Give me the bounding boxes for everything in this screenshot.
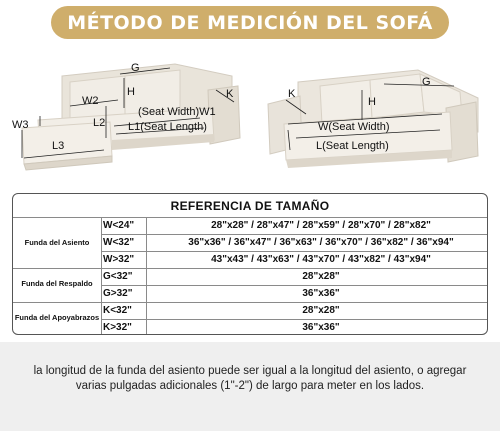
row-condition: K>32" xyxy=(103,322,132,333)
left-label-seat-width: (Seat Width)W1 xyxy=(138,106,216,118)
right-label-g: G xyxy=(422,76,431,88)
row-condition: G>32" xyxy=(103,288,133,299)
row-condition: W<24" xyxy=(103,220,135,231)
left-label-w3: W3 xyxy=(12,119,29,131)
row-sizes: 36"x36" xyxy=(302,322,340,333)
right-label-h: H xyxy=(368,96,376,108)
table-row xyxy=(103,235,488,251)
row-sizes: 36"x36" xyxy=(302,288,340,299)
sofa-diagrams xyxy=(0,46,500,176)
row-condition: W>32" xyxy=(103,254,135,265)
size-reference-table xyxy=(12,193,488,335)
title-banner xyxy=(51,6,449,39)
row-sizes: 36"x36" / 36"x47" / 36"x63" / 36"x70" / 36"x82" / 36"x94" xyxy=(188,237,454,248)
table-row xyxy=(103,286,488,302)
left-label-h: H xyxy=(127,86,135,98)
left-label-k: K xyxy=(226,88,234,100)
row-sizes: 28"x28" xyxy=(302,271,340,282)
left-label-l3: L3 xyxy=(52,140,65,152)
table-row xyxy=(103,218,488,234)
row-condition: W<32" xyxy=(103,237,135,248)
right-label-seat-length: L(Seat Length) xyxy=(316,140,389,152)
table-header: REFERENCIA DE TAMAÑO xyxy=(170,198,330,213)
left-label-seat-length: L1(Seat Length) xyxy=(128,121,207,133)
row-condition: G<32" xyxy=(103,271,133,282)
sofa-illustrations xyxy=(0,46,500,176)
group-label-arm: Funda del Apoyabrazos xyxy=(14,313,100,322)
row-sizes: 28"x28" / 28"x47" / 28"x59" / 28"x70" / 28"x82" xyxy=(211,220,431,231)
footnote-panel xyxy=(0,342,500,431)
table-row xyxy=(103,303,488,319)
right-label-k: K xyxy=(288,88,296,100)
page-title: MÉTODO DE MEDICIÓN DEL SOFÁ xyxy=(67,11,433,34)
right-label-seat-width: W(Seat Width) xyxy=(318,121,390,133)
group-label-back: Funda del Respaldo xyxy=(21,279,93,288)
table-row xyxy=(103,320,488,335)
left-label-w2: W2 xyxy=(82,95,99,107)
row-sizes: 43"x43" / 43"x63" / 43"x70" / 43"x82" / 43"x94" xyxy=(211,254,431,265)
row-sizes: 28"x28" xyxy=(302,305,340,316)
group-label-seat: Funda del Asiento xyxy=(24,238,90,247)
left-label-l2: L2 xyxy=(93,117,106,129)
left-label-g: G xyxy=(131,62,140,74)
table-row xyxy=(103,252,488,268)
row-condition: K<32" xyxy=(103,305,132,316)
footnote-text: la longitud de la funda del asiento puede ser igual a la longitud del asiento, o agregar varias pulgadas adicionales (1"-2") de largo para meter en los lados. xyxy=(33,365,467,392)
table-row xyxy=(103,269,488,285)
right-sofa-icon xyxy=(268,70,478,168)
